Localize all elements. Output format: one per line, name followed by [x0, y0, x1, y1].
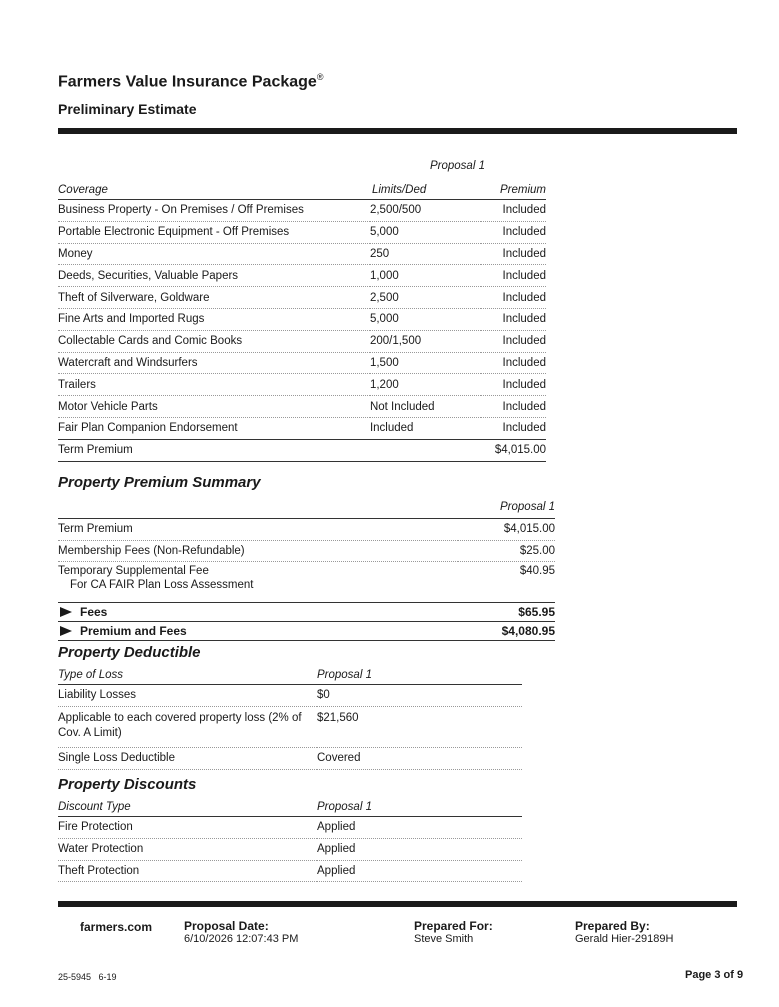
- discount-type: Water Protection: [58, 838, 317, 860]
- summary-label: Term Premium: [58, 518, 458, 540]
- header-divider: [58, 128, 737, 134]
- type-of-loss-header: Type of Loss: [58, 665, 317, 685]
- summary-row: [58, 540, 555, 562]
- summary-label: Membership Fees (Non-Refundable): [58, 540, 458, 562]
- loss-type: Single Loss Deductible: [58, 747, 317, 769]
- prepared-for-block: Prepared For: Steve Smith: [414, 919, 493, 945]
- coverage-row: [58, 221, 546, 243]
- coverage-name: Collectable Cards and Comic Books: [58, 330, 370, 352]
- document-title: Farmers Value Insurance Package®: [58, 72, 324, 91]
- premium-and-fees-value: $4,080.95: [458, 622, 555, 641]
- form-number: 25-5945 6-19: [58, 972, 117, 982]
- discount-type-header: Discount Type: [58, 797, 317, 817]
- coverage-premium: Included: [481, 330, 546, 352]
- footer-divider: [58, 901, 737, 907]
- proposal-date-value: 6/10/2026 12:07:43 PM: [184, 933, 299, 945]
- coverage-premium: Included: [481, 200, 546, 222]
- summary-header-row: [58, 497, 555, 518]
- coverage-premium: Included: [481, 287, 546, 309]
- deductible-value: $0: [317, 685, 522, 707]
- coverage-premium: Included: [481, 243, 546, 265]
- coverage-proposal-heading: Proposal 1: [430, 160, 485, 172]
- fees-value: $65.95: [458, 603, 555, 622]
- coverage-premium: Included: [481, 374, 546, 396]
- coverage-row: [58, 287, 546, 309]
- premium-summary-table: [58, 497, 555, 641]
- coverage-name: Trailers: [58, 374, 370, 396]
- discount-type: Theft Protection: [58, 860, 317, 882]
- coverage-limit: 2,500: [370, 287, 481, 309]
- coverage-name: Theft of Silverware, Goldware: [58, 287, 370, 309]
- coverage-header-row: [58, 180, 546, 200]
- supplemental-fee-row: [58, 562, 555, 603]
- page-number: Page 3 of 9: [685, 969, 744, 981]
- coverage-row: [58, 243, 546, 265]
- discount-status: Applied: [317, 860, 522, 882]
- summary-value: $4,015.00: [458, 518, 555, 540]
- coverage-limit: 1,000: [370, 265, 481, 287]
- property-discounts-title: Property Discounts: [58, 776, 197, 793]
- coverage-name: Fine Arts and Imported Rugs: [58, 308, 370, 330]
- supplemental-fee-label: Temporary Supplemental Fee For CA FAIR Plan Loss Assessment: [58, 562, 458, 603]
- discount-row: [58, 817, 522, 839]
- coverage-limit: Included: [370, 417, 481, 439]
- deductible-value: $21,560: [317, 706, 522, 747]
- supplemental-fee-value: $40.95: [458, 562, 555, 603]
- coverage-name: Fair Plan Companion Endorsement: [58, 417, 370, 439]
- discount-status: Applied: [317, 817, 522, 839]
- coverage-row: [58, 396, 546, 418]
- deductible-row: [58, 685, 522, 707]
- discount-proposal-header: Proposal 1: [317, 797, 522, 817]
- summary-proposal-heading: Proposal 1: [458, 497, 555, 518]
- coverage-row: [58, 265, 546, 287]
- coverage-name: Deeds, Securities, Valuable Papers: [58, 265, 370, 287]
- coverage-row: [58, 352, 546, 374]
- coverage-name: Business Property - On Premises / Off Premises: [58, 200, 370, 222]
- coverage-premium: Included: [481, 265, 546, 287]
- coverage-limit: 200/1,500: [370, 330, 481, 352]
- coverage-name: Motor Vehicle Parts: [58, 396, 370, 418]
- arrow-right-icon: [60, 607, 72, 617]
- term-premium-value: $4,015.00: [481, 439, 546, 461]
- coverage-premium: Included: [481, 221, 546, 243]
- document-subtitle: Preliminary Estimate: [58, 101, 197, 117]
- premium-column-header: Premium: [481, 180, 546, 200]
- deductible-row: [58, 706, 522, 747]
- coverage-premium: Included: [481, 308, 546, 330]
- premium-and-fees-label: Premium and Fees: [80, 624, 187, 639]
- fees-row: [58, 603, 555, 622]
- coverage-row: [58, 330, 546, 352]
- premium-and-fees-row: [58, 622, 555, 641]
- deductible-header-row: [58, 665, 522, 685]
- coverage-limit: 1,200: [370, 374, 481, 396]
- prepared-for-value: Steve Smith: [414, 933, 474, 945]
- discounts-header-row: [58, 797, 522, 817]
- coverage-limit: 5,000: [370, 221, 481, 243]
- discount-status: Applied: [317, 838, 522, 860]
- loss-type: Applicable to each covered property loss (2% of Cov. A Limit): [58, 706, 317, 747]
- coverage-name: Portable Electronic Equipment - Off Premises: [58, 221, 370, 243]
- deductible-proposal-header: Proposal 1: [317, 665, 522, 685]
- coverage-limit: 1,500: [370, 352, 481, 374]
- prepared-by-value: Gerald Hier-29189H: [575, 933, 674, 945]
- deductible-row: [58, 747, 522, 769]
- proposal-date-block: Proposal Date: 6/10/2026 12:07:43 PM: [184, 919, 299, 945]
- coverage-premium: Included: [481, 352, 546, 374]
- arrow-right-icon: [60, 626, 72, 636]
- summary-row: [58, 518, 555, 540]
- farmers-site-link[interactable]: farmers.com: [80, 920, 153, 934]
- deductible-table: [58, 665, 522, 770]
- coverage-column-header: Coverage: [58, 180, 370, 200]
- deductible-value: Covered: [317, 747, 522, 769]
- discount-type: Fire Protection: [58, 817, 317, 839]
- loss-type: Liability Losses: [58, 685, 317, 707]
- coverage-name: Money: [58, 243, 370, 265]
- coverage-premium: Included: [481, 396, 546, 418]
- term-premium-row: [58, 439, 546, 461]
- summary-value: $25.00: [458, 540, 555, 562]
- discounts-table: [58, 797, 522, 882]
- coverage-limit: 250: [370, 243, 481, 265]
- fees-label: Fees: [80, 605, 108, 620]
- coverage-table: [58, 180, 546, 462]
- term-premium-label: Term Premium: [58, 439, 370, 461]
- discount-row: [58, 838, 522, 860]
- coverage-limit: 5,000: [370, 308, 481, 330]
- discount-row: [58, 860, 522, 882]
- premium-summary-title: Property Premium Summary: [58, 474, 261, 491]
- coverage-row: [58, 417, 546, 439]
- coverage-premium: Included: [481, 417, 546, 439]
- coverage-limit: 2,500/500: [370, 200, 481, 222]
- coverage-name: Watercraft and Windsurfers: [58, 352, 370, 374]
- prepared-by-block: Prepared By: Gerald Hier-29189H: [575, 919, 674, 945]
- limits-column-header: Limits/Ded: [370, 180, 481, 200]
- coverage-row: [58, 374, 546, 396]
- coverage-row: [58, 308, 546, 330]
- coverage-row: [58, 200, 546, 222]
- coverage-limit: Not Included: [370, 396, 481, 418]
- property-deductible-title: Property Deductible: [58, 644, 201, 661]
